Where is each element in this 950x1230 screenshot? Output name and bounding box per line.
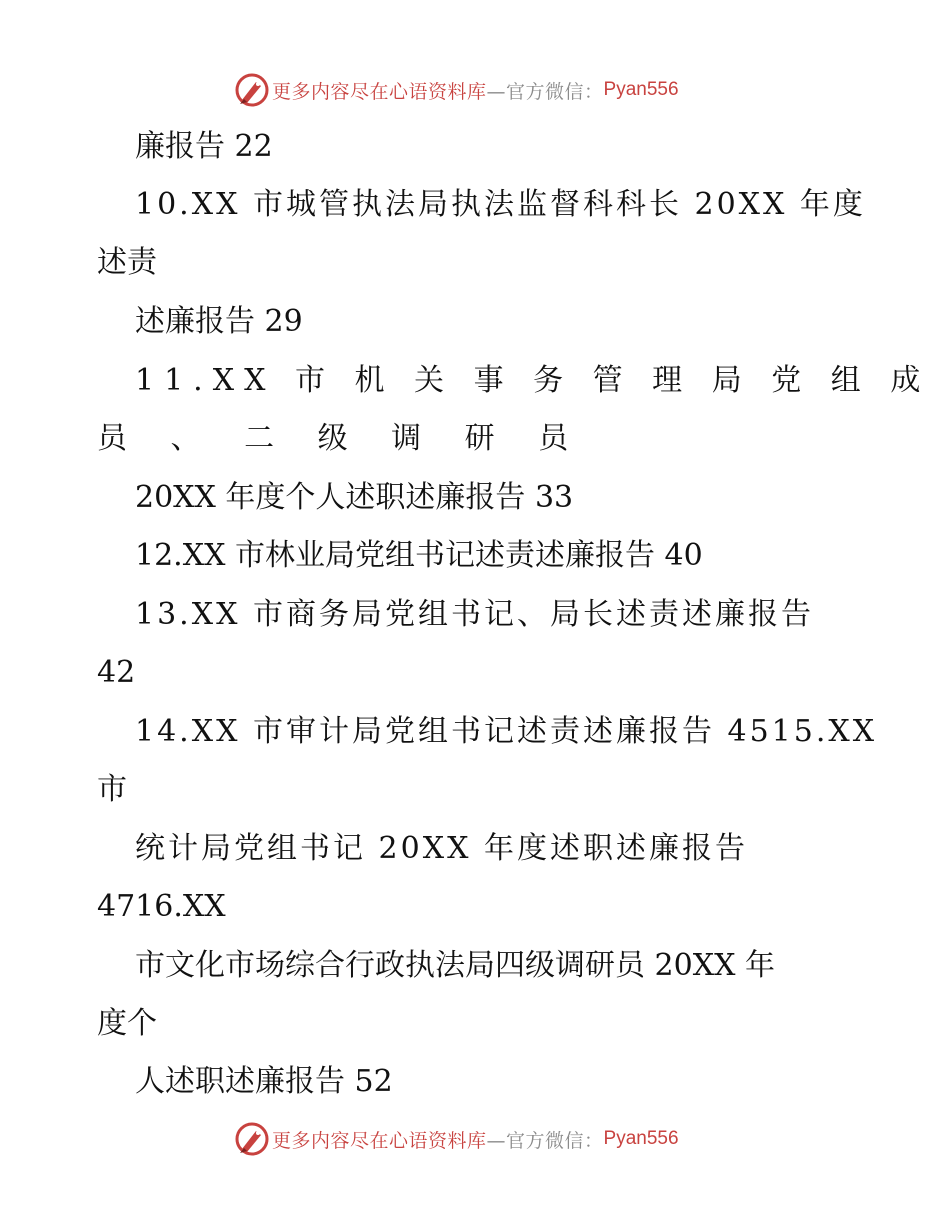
toc-line-2: 10.XX 市城管执法局执法监督科科长 20XX 年度 [135, 187, 866, 222]
watermark-wechat-id: Pyan556 [603, 79, 679, 100]
toc-line-1: 廉报告 22 [135, 129, 273, 164]
toc-line-5: 11.XX 市 机 关 事 务 管 理 局 党 组 成 [135, 363, 931, 398]
watermark-wechat-id: Pyan556 [603, 1128, 679, 1149]
watermark-main-text: 更多内容尽在心语资料库 [272, 1129, 487, 1152]
pen-logo-icon [234, 1121, 270, 1157]
toc-line-17: 人述职述廉报告 52 [135, 1064, 393, 1099]
toc-line-7: 20XX 年度个人述职述廉报告 33 [135, 480, 574, 515]
toc-line-10: 42 [97, 655, 136, 690]
footer-watermark [234, 1119, 679, 1159]
pen-logo-icon [234, 72, 270, 108]
toc-line-14: 4716.XX [97, 889, 226, 924]
watermark-main-text: 更多内容尽在心语资料库 [272, 80, 487, 103]
toc-line-11: 14.XX 市审计局党组书记述责述廉报告 4515.XX [135, 714, 878, 749]
watermark-dash-text: —官方微信： [486, 1129, 604, 1152]
header-watermark [234, 70, 679, 110]
toc-line-12: 市 [97, 772, 127, 807]
toc-line-8: 12.XX 市林业局党组书记述责述廉报告 40 [135, 538, 703, 573]
toc-line-15: 市文化市场综合行政执法局四级调研员 20XX 年 [135, 948, 775, 983]
toc-line-6: 员 、 二 级 调 研 员 [97, 421, 586, 456]
watermark-dash-text: —官方微信： [486, 80, 604, 103]
toc-line-9: 13.XX 市商务局党组书记、局长述责述廉报告 [135, 597, 814, 632]
toc-line-16: 度个 [97, 1006, 157, 1041]
toc-line-13: 统计局党组书记 20XX 年度述职述廉报告 [135, 831, 748, 866]
toc-line-4: 述廉报告 29 [135, 304, 303, 339]
toc-line-3: 述责 [97, 245, 157, 280]
